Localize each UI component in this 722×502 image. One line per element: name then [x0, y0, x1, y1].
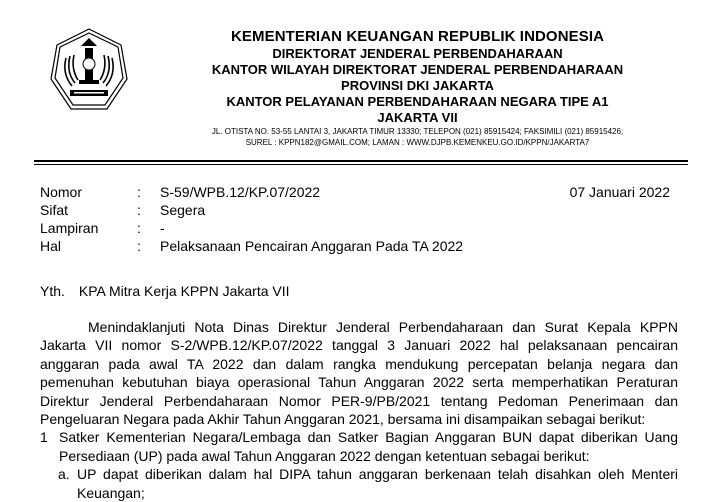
meta-row-nomor [40, 183, 680, 201]
sub-list-item [40, 465, 678, 502]
addressee-name: KPA Mitra Kerja KPPN Jakarta VII [78, 283, 290, 299]
directorate-name: DIREKTORAT JENDERAL PERBENDAHARAAN [272, 46, 563, 61]
addressee-prefix: Yth. [40, 283, 65, 299]
nomor-label: Nomor [40, 184, 83, 200]
opening-paragraph: Menindaklanjuti Nota Dinas Direktur Jenderal Perbendaharaan dan Surat Kepala KPPN Jakarta VII nomor S-2/WPB.12/KP.07/2022 tanggal 3 Januari 2022 hal pelaksanaan pencairan anggaran pada awal TA 2022 dan dalam rangka mendukung percepatan belanja negara dan pemenuhan kebutuhan biaya operasional Tahun Anggaran 2022 serta memperhatikan Peraturan Direktur Jenderal Perbendaharaan Nomor PER-9/PB/2021 tentang Pedoman Penerimaan dan Pengeluaran Negara pada Akhir Tahun Anggaran 2021, bersama ini disampaikan sebagai berikut: [40, 319, 678, 428]
nomor-value: S-59/WPB.12/KP.07/2022 [160, 184, 321, 200]
letter-date: 07 Januari 2022 [569, 184, 670, 200]
hal-value: Pelaksanaan Pencairan Anggaran Pada TA 2022 [160, 238, 464, 254]
sifat-label: Sifat [40, 202, 69, 218]
address-line: JL. OTISTA NO. 53-55 LANTAI 3, JAKARTA TIMUR 13330; TELEPON (021) 85915424; FAKSIMILI (021) 85915426; [211, 127, 624, 136]
colon: : [137, 220, 141, 236]
service-office-name: KANTOR PELAYANAN PERBENDAHARAAN NEGARA TIPE A1 [226, 94, 609, 109]
colon: : [137, 202, 141, 218]
ministry-name: KEMENTERIAN KEUANGAN REPUBLIK INDONESIA [230, 28, 605, 45]
lampiran-label: Lampiran [40, 220, 99, 236]
list-item [40, 428, 678, 465]
colon: : [137, 184, 141, 200]
colon: : [137, 238, 141, 254]
regional-office-name: KANTOR WILAYAH DIREKTORAT JENDERAL PERBENDAHARAAN [211, 62, 624, 77]
hal-label: Hal [40, 238, 62, 254]
city-name: JAKARTA VII [377, 110, 458, 125]
item-number: 1 [40, 429, 48, 446]
letterhead-rule-thin [34, 164, 688, 165]
letterhead-rule-thick [34, 160, 688, 162]
sub-item-text: UP dapat diberikan dalam hal DIPA tahun anggaran berkenaan telah disahkan oleh Menteri Keuangan; [77, 466, 678, 501]
sub-item-letter: a. [58, 466, 70, 483]
letterhead [140, 27, 695, 148]
item-text: Satker Kementerian Negara/Lembaga dan Satker Bagian Anggaran BUN dapat diberikan Uang Persediaan (UP) pada awal Tahun Anggaran 2022 dengan ketentuan sebagai berikut: [59, 429, 678, 464]
meta-row-hal [40, 237, 680, 255]
meta-row-sifat [40, 201, 680, 219]
province-name: PROVINSI DKI JAKARTA [341, 78, 494, 93]
letter-body [40, 318, 678, 502]
meta-row-lampiran [40, 219, 680, 237]
kemenkeu-logo [48, 26, 130, 114]
lampiran-value: - [160, 220, 165, 236]
letter-meta [40, 183, 680, 255]
addressee [40, 282, 290, 300]
sifat-value: Segera [160, 202, 206, 218]
contact-line: SUREL : KPPN182@GMAIL.COM; LAMAN : WWW.DJPB.KEMENKEU.GO.ID/KPPN/JAKARTA7 [245, 138, 590, 147]
